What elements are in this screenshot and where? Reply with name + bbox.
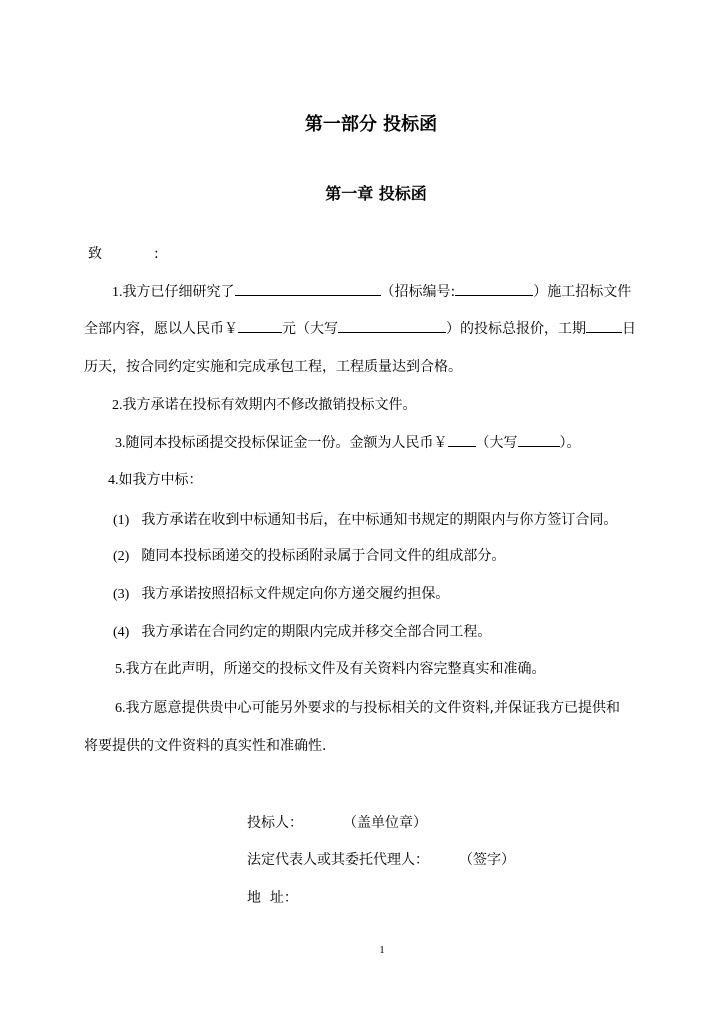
clause-2 (112, 395, 417, 416)
clause-3-text-b: （大写 (475, 435, 518, 451)
salutation (88, 244, 159, 264)
blank-price-words (338, 319, 446, 333)
representative-line (247, 850, 515, 870)
bidder-label: 投标人： (247, 815, 303, 831)
blank-duration (586, 319, 622, 333)
clause-4-text: 如我方中标： (118, 472, 203, 488)
clause-5 (115, 659, 546, 680)
clause-3-number: 3. (115, 436, 126, 451)
clause-4 (108, 470, 203, 491)
representative-label: 法定代表人或其委托代理人： (247, 852, 429, 868)
clause-1-number: 1. (112, 285, 123, 300)
item-2-text: 随同本投标函递交的投标函附录属于合同文件的组成部分。 (141, 548, 506, 564)
clause-1-line-1 (112, 282, 631, 303)
clause-1-line2-d: 日 (622, 321, 636, 337)
clause-4-number: 4. (108, 473, 119, 488)
clause-1-text-a: 我方已仔细研究了 (122, 284, 235, 300)
item-1-text: 我方承诺在收到中标通知书后，在中标通知书规定的期限内与你方签订合同。 (141, 512, 618, 528)
item-2-number: (2) (113, 549, 130, 564)
blank-deposit-amount (448, 433, 476, 447)
item-3-number: (3) (113, 587, 130, 602)
clause-1-line-3: 历天，按合同约定实施和完成承包工程，工程质量达到合格。 (84, 359, 462, 375)
item-1-number: (1) (113, 513, 130, 528)
clause-1-line-2 (84, 319, 636, 339)
clause-2-number: 2. (112, 398, 123, 413)
clause-4-item-2 (113, 546, 505, 567)
clause-6-line-1 (115, 698, 620, 719)
clause-1-line2-a: 全部内容，愿以人民币￥ (84, 321, 238, 337)
clause-6-line-2: 将要提供的文件资料的真实性和准确性. (84, 738, 327, 754)
clause-5-number: 5. (115, 662, 126, 677)
clause-1-text-c: ）施工招标文件 (533, 284, 632, 300)
blank-project-name (235, 282, 381, 296)
item-3-text: 我方承诺按照招标文件规定向你方递交履约担保。 (141, 586, 450, 602)
blank-deposit-words (518, 433, 560, 447)
page-number: 1 (379, 944, 385, 956)
clause-1-line2-b: 元（大写 (282, 321, 338, 337)
chapter-title: 第一章 投标函 (325, 184, 427, 203)
item-4-number: (4) (113, 625, 130, 640)
salutation-colon: : (154, 246, 159, 262)
clause-6-line1-text: 我方愿意提供贵中心可能另外要求的与投标相关的文件资料,并保证我方已提供和 (125, 700, 620, 716)
clause-5-text: 我方在此声明，所递交的投标文件及有关资料内容完整真实和准确。 (125, 661, 546, 677)
clause-3-text-c: ）。 (559, 435, 581, 451)
clause-2-text: 我方承诺在投标有效期内不修改撤销投标文件。 (122, 397, 417, 413)
representative-sign-note: （签字） (459, 852, 515, 868)
blank-price-amount (238, 319, 282, 333)
bidder-line (247, 813, 427, 833)
blank-tender-number (455, 282, 533, 296)
clause-3-text-a: 随同本投标函提交投标保证金一份。金额为人民币￥ (125, 435, 448, 451)
item-4-text: 我方承诺在合同约定的期限内完成并移交全部合同工程。 (141, 624, 492, 640)
part-title: 第一部分 投标函 (304, 114, 438, 135)
clause-3 (115, 433, 581, 454)
bidder-seal-note: （盖单位章） (343, 815, 427, 831)
clause-4-item-4 (113, 622, 491, 643)
address-label: 地 址： (247, 890, 298, 906)
clause-6-number: 6. (115, 701, 126, 716)
clause-1-line2-c: ）的投标总报价，工期 (446, 321, 586, 337)
clause-4-item-3 (113, 584, 449, 605)
salutation-to: 致 (88, 246, 102, 262)
clause-4-item-1 (113, 510, 617, 531)
clause-1-text-b: （招标编号: (380, 284, 456, 300)
